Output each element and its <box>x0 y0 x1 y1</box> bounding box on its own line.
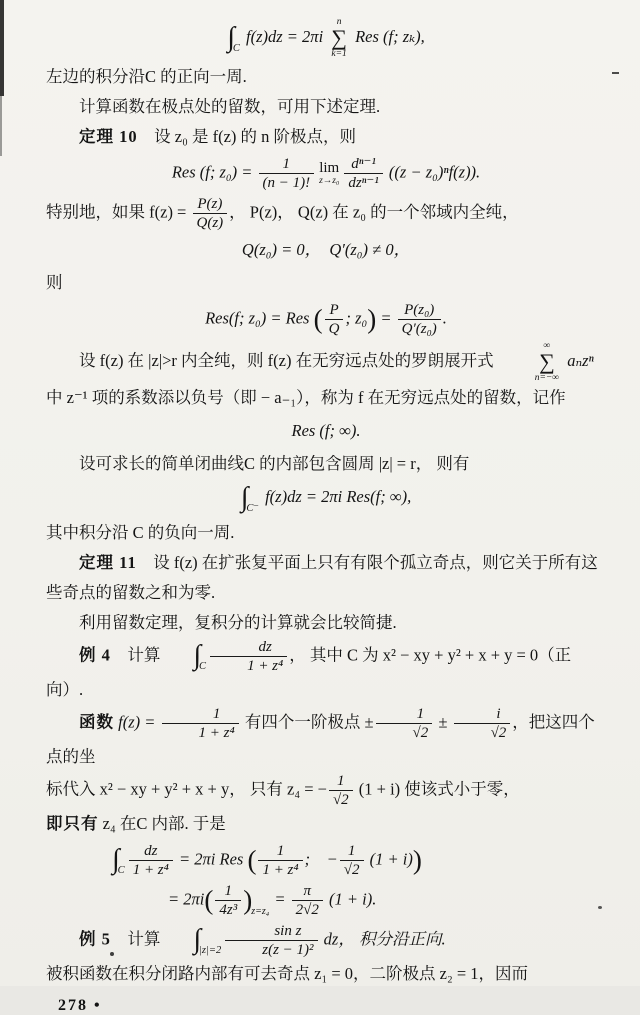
para-text: 设 f(z) 在扩张复平面上只有有限个孤立奇点，则它关于所有这些奇点的留数之和为零. <box>46 553 598 602</box>
formula-text: ; − <box>304 849 338 869</box>
lim-text: lim <box>319 160 340 176</box>
para-text: z₄ 在C 内部. 于是 <box>98 814 226 833</box>
right-paren: ) <box>367 304 377 334</box>
denominator: Q <box>328 321 340 337</box>
numerator: 1 <box>215 882 241 901</box>
derivative-fraction <box>344 155 382 192</box>
formula-residue-sum <box>46 17 606 59</box>
numerator: 1 <box>376 705 433 724</box>
para-laurent-expansion <box>46 341 606 383</box>
left-paren: ( <box>247 845 257 875</box>
para-example-5 <box>46 922 606 959</box>
numerator: dⁿ⁻¹ <box>344 155 382 174</box>
denominator: 1 + z⁴ <box>247 658 284 674</box>
evaluation-subscript: z=z₄ <box>251 906 270 918</box>
scan-artifact-dash <box>612 72 619 74</box>
para-special-case <box>46 195 606 232</box>
para-text: dz， 积分沿正向. <box>319 929 446 949</box>
denominator: dzⁿ⁻¹ <box>348 175 379 191</box>
scan-artifact-left-bar <box>0 0 4 96</box>
emphasis-label: 即只有 <box>46 814 99 833</box>
formula-text: f(z)dz = 2πi <box>241 26 328 46</box>
formula-res-PQ <box>46 301 606 338</box>
integral-symbol: ∫ <box>193 640 202 672</box>
integral-bound: C <box>232 42 240 54</box>
integral-symbol: ∫ <box>112 844 120 876</box>
formula-text: Res (f; ∞). <box>291 421 361 440</box>
para-text: 设可求长的简单闭曲线C 的内部包含圆周 |z| = r， 则有 <box>79 454 470 473</box>
para-function-poles <box>46 705 606 772</box>
formula-text: Res(f; z₀) = Res <box>205 308 314 328</box>
formula-text: Res (f; z₀) = <box>171 162 257 182</box>
para-text: 设 z₀ 是 f(z) 的 n 阶极点，则 <box>137 127 357 146</box>
formula-res-infinity <box>46 416 606 446</box>
denominator: Q(z) <box>196 215 224 231</box>
integral-bound: C <box>117 865 125 877</box>
para-text: ，把这四个点的坐 <box>46 712 595 766</box>
theorem-10-label: 定理 10 <box>79 127 138 146</box>
formula-example4-step1 <box>112 842 606 879</box>
denominator: 1 + z⁴ <box>132 862 169 878</box>
fraction <box>259 155 315 192</box>
para-only-z4-inside <box>46 809 606 839</box>
numerator: 1 <box>340 842 364 861</box>
integral-symbol: ∫ <box>193 924 202 956</box>
integral-sign <box>160 640 208 673</box>
limit-operator <box>319 161 339 186</box>
scan-artifact-dot <box>110 952 114 956</box>
sum-upper-limit: n <box>336 17 342 27</box>
para-text: 设 f(z) 在 |z|>r 内全纯，则 f(z) 在无穷远点处的罗朗展开式 <box>79 350 498 370</box>
denominator: √2 <box>412 725 429 741</box>
numerator: sin z <box>225 922 317 941</box>
left-paren: ( <box>204 885 214 915</box>
fraction <box>258 842 302 879</box>
page-number: 278 • <box>58 997 102 1014</box>
para-theorem-10 <box>46 122 606 152</box>
formula-text: = 2πi Res <box>174 849 248 869</box>
formula-text: ((z − z₀)ⁿf(z)). <box>384 162 481 182</box>
denominator: 1 + z⁴ <box>198 725 235 741</box>
formula-text: = 2πi <box>168 889 205 909</box>
para-text: ， P(z)， Q(z) 在 z₀ 的一个邻域内全纯， <box>229 202 519 222</box>
fraction <box>215 882 241 919</box>
numerator: 1 <box>259 155 315 174</box>
para-text: 计算 <box>110 929 161 949</box>
para-text: 被积函数在积分闭路内部有可去奇点 z₁ = 0，二阶极点 z₂ = 1，因而 <box>46 964 529 983</box>
formula-integral-infinity <box>46 482 606 515</box>
denominator: 1 + z⁴ <box>262 862 299 878</box>
integral-sign <box>160 924 223 957</box>
integral-sign <box>227 22 242 55</box>
example-4-label: 例 4 <box>79 645 111 665</box>
para-text: aₙzⁿ <box>563 350 594 370</box>
integral-sign <box>112 844 127 877</box>
numerator: i <box>454 705 511 724</box>
numerator: 1 <box>329 772 353 791</box>
left-paren: ( <box>313 304 323 334</box>
para-text: 有四个一阶极点 ± <box>240 712 374 732</box>
fraction-integrand <box>225 922 317 959</box>
denominator: 2√2 <box>295 902 319 918</box>
right-paren: ) <box>243 885 253 915</box>
fraction <box>329 772 353 809</box>
formula-example4-step2 <box>168 882 606 919</box>
formula-text: Q(z₀) = 0， Q′(z₀) ≠ 0， <box>241 240 411 259</box>
fraction <box>292 882 323 919</box>
denominator: Q′(z₀) <box>401 321 437 337</box>
integral-symbol: ∫ <box>227 22 235 53</box>
formula-residue-nth-pole <box>46 155 606 192</box>
formula-text: f(z)dz = 2πi Res(f; ∞), <box>260 487 412 506</box>
integral-bound: C <box>199 661 207 673</box>
para-text: f(z) = <box>114 712 160 732</box>
summation-symbol <box>331 17 347 59</box>
para-text: 标代入 x² − xy + y² + x + y， 只有 z₄ = − <box>46 779 327 799</box>
para-text: ， 其中 C 为 x² − xy + y² + x + y = 0（正向）. <box>46 645 572 699</box>
para-text: 计算 <box>110 645 161 665</box>
formula-text: (1 + i) <box>365 849 413 869</box>
para-residue-pole-intro <box>46 92 606 122</box>
fraction-integrand <box>210 638 287 675</box>
numerator: π <box>292 882 323 901</box>
denominator: √2 <box>490 725 507 741</box>
denominator: √2 <box>343 862 360 878</box>
denominator: √2 <box>332 792 349 808</box>
numerator: 1 <box>258 842 302 861</box>
fraction <box>162 705 239 742</box>
sigma-symbol: ∑ <box>331 25 347 50</box>
fraction <box>454 705 511 742</box>
sum-upper-limit: ∞ <box>543 341 551 351</box>
numerator: dz <box>210 638 287 657</box>
integral-symbol: ∫ <box>240 482 249 514</box>
fraction-result <box>398 301 441 338</box>
para-then <box>46 268 606 298</box>
summation-symbol <box>502 341 559 383</box>
example-5-label: 例 5 <box>79 929 111 949</box>
theorem-11-label: 定理 11 <box>79 553 137 572</box>
lim-subscript: z→z₀ <box>319 176 340 186</box>
formula-text: ; z₀ <box>345 308 368 328</box>
fraction <box>376 705 433 742</box>
numerator: 1 <box>162 705 239 724</box>
denominator: 4z³ <box>219 902 238 918</box>
fraction-integrand <box>129 842 173 879</box>
formula-text: . <box>442 308 447 328</box>
para-integrand-singularities <box>46 959 606 989</box>
scan-artifact-left-bar-faint <box>0 96 2 156</box>
fraction-PQ <box>193 195 228 232</box>
para-negative-direction <box>46 518 606 548</box>
para-substitute-coordinates <box>46 772 606 809</box>
para-closed-curve <box>46 449 606 479</box>
numerator: P(z) <box>193 195 228 214</box>
para-text: 其中积分沿 C 的负向一周. <box>46 523 235 542</box>
para-left-integral-direction <box>46 62 606 92</box>
para-text: 特别地，如果 f(z) = <box>46 202 191 222</box>
para-text: (1 + i) 使该式小于零， <box>354 779 520 799</box>
para-text: 利用留数定理，复积分的计算就会比较简捷. <box>79 613 397 632</box>
formula-text: Res (f; zₖ), <box>350 26 425 46</box>
numerator: P <box>325 301 344 320</box>
integral-bound: |z|=2 <box>199 945 222 957</box>
formula-text: = <box>376 308 396 328</box>
sum-lower-limit: n=−∞ <box>534 373 560 383</box>
para-example-4 <box>46 638 606 705</box>
integral-bound: C⁻ <box>246 503 259 514</box>
fraction-PQ <box>325 301 344 338</box>
para-text: 中 z⁻¹ 项的系数添以负号（即 − a₋₁），称为 f 在无穷远点处的留数，记作 <box>46 388 566 407</box>
para-coefficient-negative <box>46 383 606 413</box>
para-residue-theorem-usage <box>46 608 606 638</box>
formula-Q-conditions <box>46 235 606 265</box>
numerator: dz <box>129 842 173 861</box>
para-text: 左边的积分沿C 的正向一周. <box>46 67 247 86</box>
scan-artifact-dot <box>598 906 602 909</box>
fraction <box>340 842 364 879</box>
para-theorem-11 <box>46 548 606 608</box>
para-text: 计算函数在极点处的留数，可用下述定理. <box>79 97 381 116</box>
sigma-symbol: ∑ <box>539 349 555 374</box>
right-paren: ) <box>412 845 422 875</box>
formula-text: = <box>270 889 290 909</box>
para-text: 则 <box>46 273 63 292</box>
denominator: z(z − 1)² <box>262 942 314 958</box>
para-text: ± <box>434 712 452 732</box>
function-label: 函数 <box>79 712 114 732</box>
sum-lower-limit: k=1 <box>331 49 347 59</box>
formula-text: (1 + i). <box>324 889 377 909</box>
numerator: P(z₀) <box>398 301 441 320</box>
denominator: (n − 1)! <box>262 175 311 191</box>
integral-sign <box>241 482 261 515</box>
